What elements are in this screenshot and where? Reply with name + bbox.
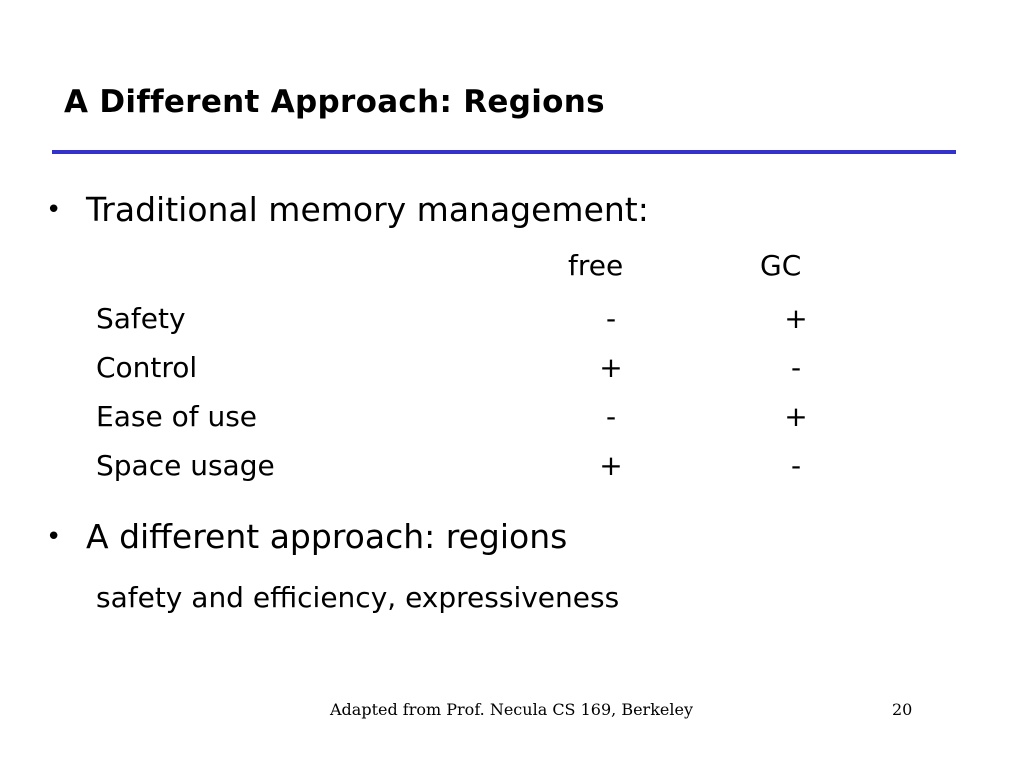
row-label-space-usage: Space usage [96, 449, 275, 482]
cell-ease-of-use-free: - [605, 400, 617, 433]
bullet-dot-icon: • [46, 195, 62, 225]
slide-title: A Different Approach: Regions [64, 84, 605, 120]
cell-control-gc: - [790, 351, 802, 384]
title-divider [52, 150, 956, 154]
bullet-text: A different approach: regions [86, 517, 568, 556]
page-number: 20 [892, 700, 913, 719]
bullet-subtext: safety and efficiency, expressiveness [96, 581, 620, 614]
cell-space-usage-gc: - [790, 449, 802, 482]
cell-control-free: + [599, 351, 623, 384]
bullet-regions-approach [46, 517, 567, 557]
row-label-ease-of-use: Ease of use [96, 400, 258, 433]
bullet-traditional-memory [46, 190, 649, 230]
column-header-free: free [568, 249, 624, 282]
cell-safety-free: - [605, 302, 617, 335]
row-label-control: Control [96, 351, 198, 384]
bullet-text: Traditional memory management: [86, 190, 649, 229]
bullet-dot-icon: • [46, 522, 62, 552]
cell-safety-gc: + [784, 302, 808, 335]
cell-space-usage-free: + [599, 449, 623, 482]
footer-credit: Adapted from Prof. Necula CS 169, Berkeley [330, 700, 693, 719]
cell-ease-of-use-gc: + [784, 400, 808, 433]
column-header-gc: GC [760, 249, 802, 282]
row-label-safety: Safety [96, 302, 186, 335]
